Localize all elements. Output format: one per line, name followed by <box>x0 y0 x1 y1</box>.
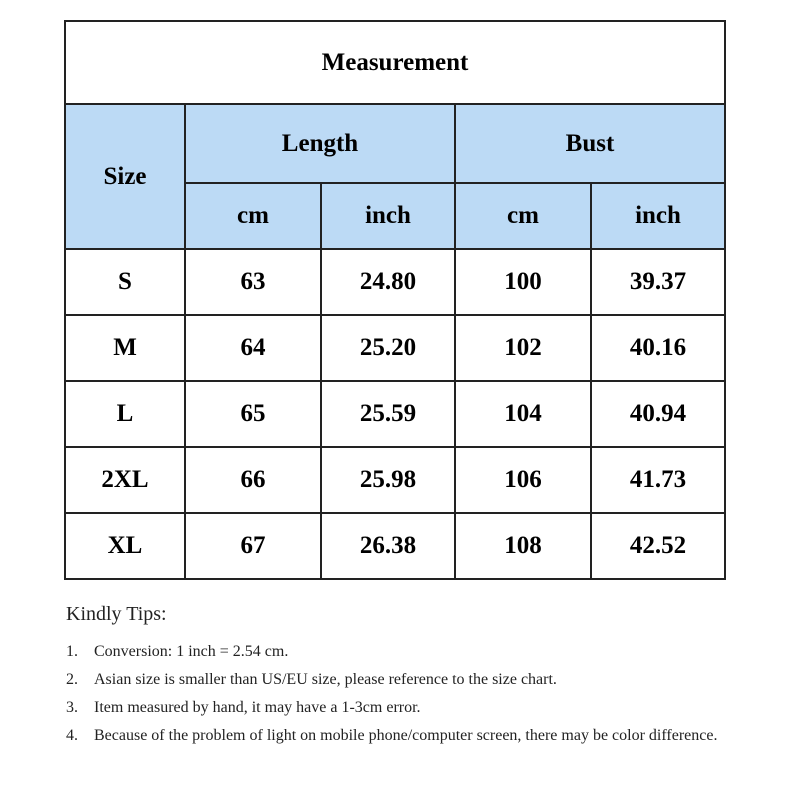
tip-number: 1. <box>66 643 78 660</box>
bust-cm-cell: 108 <box>455 513 591 579</box>
tip-number: 2. <box>66 671 78 688</box>
tips-list <box>66 638 766 750</box>
bust-inch-cell: 40.94 <box>591 381 725 447</box>
tip-text: Item measured by hand, it may have a 1-3cm error. <box>94 699 421 716</box>
tip-text: Because of the problem of light on mobile phone/computer screen, there may be color difference. <box>94 727 718 744</box>
bust-cm-cell: 100 <box>455 249 591 315</box>
list-item <box>66 638 766 666</box>
tips-section <box>66 603 766 750</box>
size-cell: XL <box>65 513 185 579</box>
tips-title: Kindly Tips: <box>66 603 167 625</box>
size-cell: M <box>65 315 185 381</box>
length-cm-cell: 63 <box>185 249 321 315</box>
bust-cm-cell: 106 <box>455 447 591 513</box>
bust-header: Bust <box>455 104 725 183</box>
tip-number: 3. <box>66 699 78 716</box>
bust-cm-cell: 102 <box>455 315 591 381</box>
table-row <box>65 447 725 513</box>
bust-inch-cell: 39.37 <box>591 249 725 315</box>
length-inch-cell: 25.59 <box>321 381 455 447</box>
length-inch-header: inch <box>321 183 455 249</box>
bust-cm-header: cm <box>455 183 591 249</box>
size-cell: S <box>65 249 185 315</box>
table-row <box>65 249 725 315</box>
tip-text: Asian size is smaller than US/EU size, please reference to the size chart. <box>94 671 557 688</box>
table-row <box>65 315 725 381</box>
list-item <box>66 666 766 694</box>
tip-text: Conversion: 1 inch = 2.54 cm. <box>94 643 289 660</box>
bust-inch-header: inch <box>591 183 725 249</box>
tip-number: 4. <box>66 727 78 744</box>
length-inch-cell: 25.98 <box>321 447 455 513</box>
table-row <box>65 513 725 579</box>
list-item <box>66 722 766 750</box>
size-cell: L <box>65 381 185 447</box>
length-cm-header: cm <box>185 183 321 249</box>
table-title: Measurement <box>65 21 725 104</box>
bust-inch-cell: 40.16 <box>591 315 725 381</box>
bust-inch-cell: 41.73 <box>591 447 725 513</box>
length-inch-cell: 25.20 <box>321 315 455 381</box>
length-cm-cell: 65 <box>185 381 321 447</box>
size-chart-table <box>64 20 726 580</box>
length-inch-cell: 26.38 <box>321 513 455 579</box>
size-cell: 2XL <box>65 447 185 513</box>
length-cm-cell: 64 <box>185 315 321 381</box>
length-cm-cell: 67 <box>185 513 321 579</box>
size-header: Size <box>65 104 185 249</box>
bust-cm-cell: 104 <box>455 381 591 447</box>
length-header: Length <box>185 104 455 183</box>
bust-inch-cell: 42.52 <box>591 513 725 579</box>
list-item <box>66 694 766 722</box>
length-inch-cell: 24.80 <box>321 249 455 315</box>
table-row <box>65 381 725 447</box>
length-cm-cell: 66 <box>185 447 321 513</box>
